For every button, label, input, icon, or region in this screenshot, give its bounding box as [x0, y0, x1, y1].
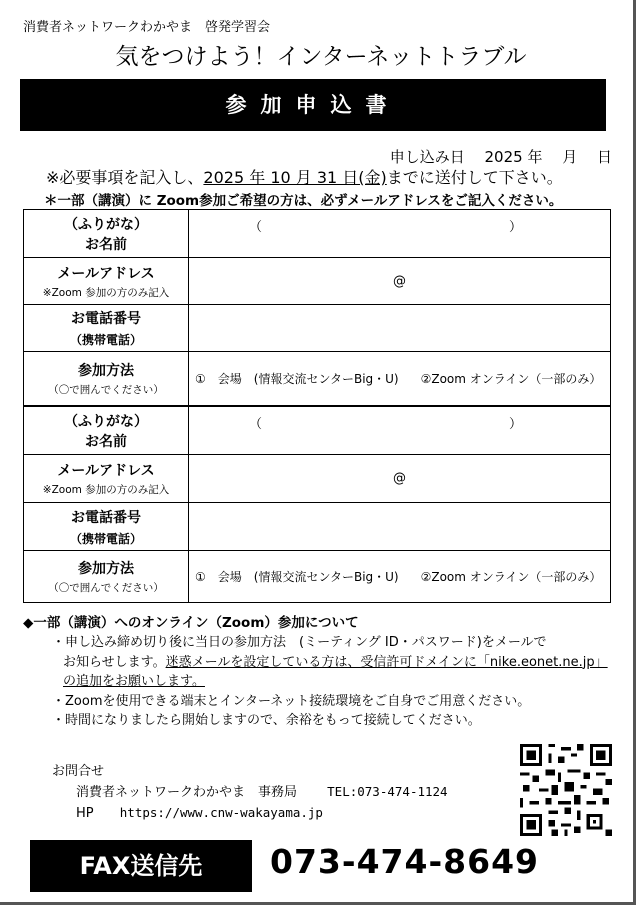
email-label-cell	[24, 455, 189, 503]
application-form-2	[23, 406, 611, 603]
email-note: ※Zoom 参加の方のみ記入	[42, 484, 170, 496]
name-field[interactable]	[189, 407, 611, 455]
email-field[interactable]	[189, 455, 611, 503]
note-line-5: ・時間になりましたら開始しますので、余裕をもって接続してください。	[52, 713, 481, 728]
at-mark: @	[393, 471, 406, 486]
method-option-venue[interactable]: ① 会場 (情報交流センターBig・U)	[195, 372, 399, 386]
deadline-suffix: までに送付して下さい。	[386, 168, 563, 187]
deadline-notice	[46, 165, 563, 188]
name-label-cell	[24, 407, 189, 455]
application-date-label: 申し込み日	[389, 148, 465, 166]
note-line-2b: 迷惑メールを設定している方は、受信許可ドメインに「nike.eonet.ne.jp」	[165, 654, 608, 670]
furigana-paren-open: （	[249, 417, 263, 432]
contact-office-line	[52, 782, 448, 803]
phone-label: お電話番号	[71, 509, 141, 526]
name-label: お名前	[85, 236, 127, 253]
contact-heading: お問合せ	[52, 764, 105, 779]
contact-tel: TEL:073-474-1124	[327, 784, 448, 799]
contact-hp-line	[52, 803, 448, 824]
phone-field[interactable]	[189, 305, 611, 352]
contact-hp-label: HP	[76, 806, 94, 821]
deadline-date: 2025 年 10 月 31 日(金)	[203, 168, 387, 187]
phone-label: お電話番号	[71, 311, 141, 327]
note-line-3: の追加をお願いします。	[63, 674, 205, 689]
note-line-1: ・申し込み締め切り後に当日の参加方法 (ミーティング ID・パスワード)をメールで	[52, 635, 547, 650]
furigana-paren-close: ）	[508, 417, 522, 432]
name-label-cell	[24, 210, 189, 258]
fax-label: FAX送信先	[30, 840, 252, 892]
deadline-prefix: ※必要事項を記入し、	[46, 168, 204, 187]
note-line-4: ・Zoomを使用できる端末とインターネット接続環境をご自身でご用意ください。	[52, 693, 531, 709]
name-field[interactable]	[189, 210, 611, 258]
email-label-cell	[24, 258, 189, 305]
at-mark: @	[393, 273, 406, 289]
method-field[interactable]	[189, 352, 611, 406]
method-label: 参加方法	[78, 363, 134, 379]
method-note: （〇で囲んでください）	[48, 384, 164, 396]
email-field[interactable]	[189, 258, 611, 305]
method-label: 参加方法	[78, 561, 134, 577]
method-option-zoom[interactable]: ②Zoom オンライン（一部のみ）	[420, 570, 602, 584]
method-label-cell	[24, 551, 189, 603]
phone-sub-label: （携帯電話）	[69, 333, 142, 347]
phone-sub-label: （携帯電話）	[69, 531, 142, 546]
online-section-heading: ◆一部（講演）へのオンライン（Zoom）参加について	[23, 615, 359, 631]
fax-number: 073-474-8649	[270, 842, 540, 881]
furigana-label: （ふりがな）	[64, 413, 148, 430]
application-date	[390, 146, 612, 167]
method-label-cell	[24, 352, 189, 406]
application-date-value: 2025 年 月 日	[484, 148, 612, 166]
email-label: メールアドレス	[57, 463, 155, 479]
form-banner: 参加申込書	[20, 79, 606, 131]
contact-block	[52, 762, 448, 824]
furigana-label: （ふりがな）	[64, 216, 148, 233]
note-line-2a: お知らせします。	[63, 654, 166, 670]
qr-code-icon	[520, 744, 612, 836]
contact-office: 消費者ネットワークわかやま 事務局	[76, 785, 298, 800]
furigana-paren-open: （	[249, 220, 263, 235]
phone-label-cell	[24, 305, 189, 352]
contact-hp-link[interactable]: https://www.cnw-wakayama.jp	[119, 805, 323, 820]
phone-label-cell	[24, 503, 189, 551]
phone-field[interactable]	[189, 503, 611, 551]
application-form-1	[23, 209, 611, 406]
zoom-email-notice: ＊一部（講演）に Zoom参加ご希望の方は、必ずメールアドレスをご記入ください。	[44, 193, 563, 209]
email-note: ※Zoom 参加の方のみ記入	[42, 286, 170, 299]
email-label: メールアドレス	[57, 265, 155, 282]
method-option-zoom[interactable]: ②Zoom オンライン（一部のみ）	[420, 372, 602, 386]
page-title: 気をつけよう！インターネットトラブル	[115, 44, 527, 70]
name-label: お名前	[85, 433, 127, 450]
note-line-2	[52, 653, 608, 673]
method-option-venue[interactable]: ① 会場 (情報交流センターBig・U)	[195, 570, 399, 584]
furigana-paren-close: ）	[508, 220, 522, 235]
organizer-line: 消費者ネットワークわかやま 啓発学習会	[23, 20, 271, 35]
online-section-notes	[52, 633, 608, 731]
method-note: （〇で囲んでください）	[48, 582, 164, 594]
method-field[interactable]	[189, 551, 611, 603]
